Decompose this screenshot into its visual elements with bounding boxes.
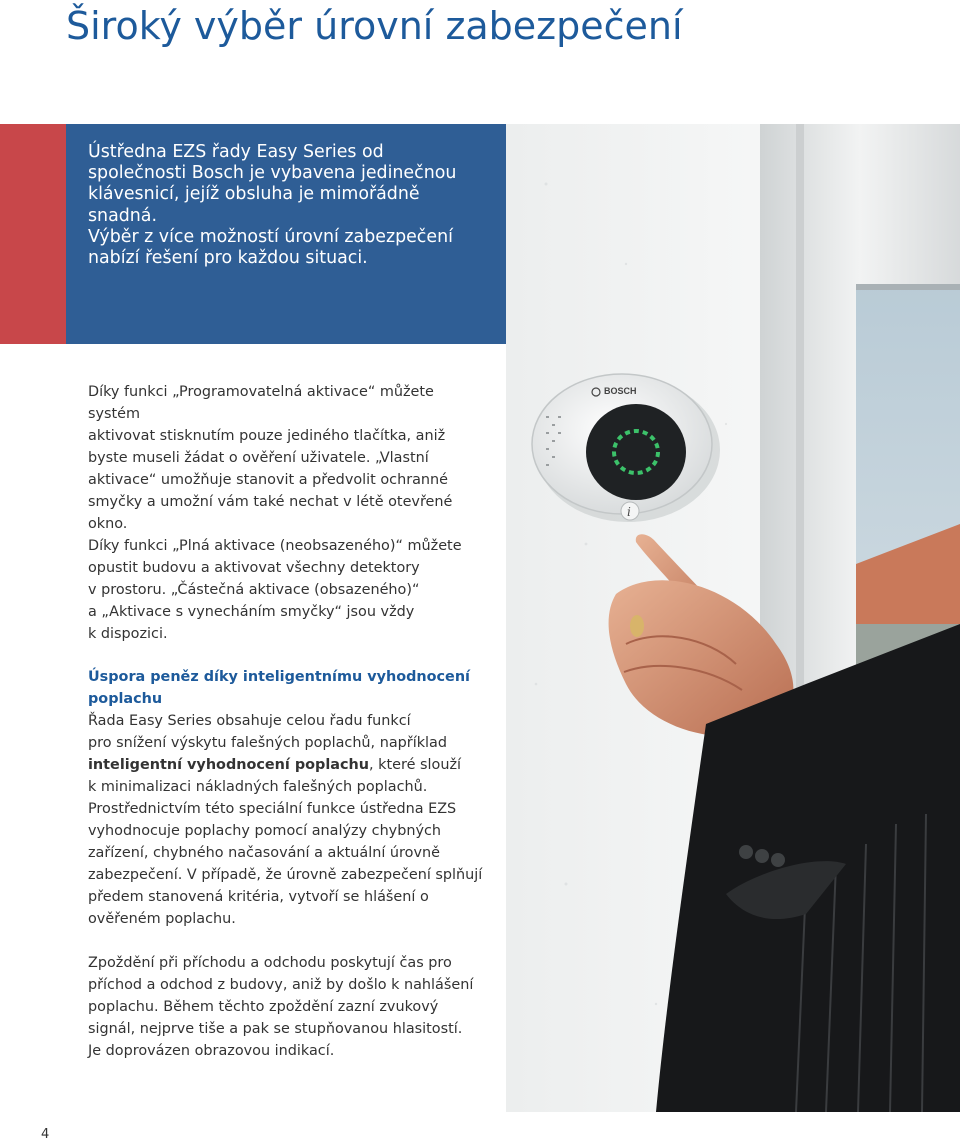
text-line: v prostoru. „Částečná aktivace (obsazeného)“ — [88, 582, 420, 598]
text-line: Zpoždění při příchodu a odchodu poskytují čas pro — [88, 955, 452, 971]
text-line: a „Aktivace s vynecháním smyčky“ jsou vždy — [88, 604, 415, 620]
text-line: , které slouží — [369, 757, 461, 773]
section-heading-line: Úspora peněz díky inteligentnímu vyhodnocení — [88, 669, 470, 685]
text-line: Díky funkci „Programovatelná aktivace“ můžete systém — [88, 384, 434, 422]
text-line: vyhodnocuje poplachy pomocí analýzy chybných — [88, 823, 442, 839]
page-title: Široký výběr úrovní zabezpečení — [66, 4, 683, 48]
intro-line: Ústředna EZS řady Easy Series od — [88, 142, 384, 162]
text-line: byste museli žádat o ověření uživatele. „Vlastní — [88, 450, 429, 466]
text-line: Prostřednictvím této speciální funkce ústředna EZS — [88, 801, 457, 817]
intro-line: Výběr z více možností úrovní zabezpečení — [88, 226, 453, 247]
intro-line: společnosti Bosch je vybavena jedinečnou — [88, 163, 457, 184]
info-icon: i — [627, 505, 631, 519]
text-line: Díky funkci „Plná aktivace (neobsazeného)“ můžete — [88, 538, 462, 554]
intro-line: snadná. — [88, 205, 157, 226]
page-number: 4 — [41, 1127, 50, 1142]
text-line: předem stanovená kritéria, vytvoří se hlášení o — [88, 889, 429, 905]
intro-line: klávesnicí, jejíž obsluha je mimořádně — [88, 184, 420, 205]
text-line: signál, nejprve tiše a pak se stupňovanou hlasitostí. — [88, 1021, 463, 1037]
text-line: ověřeném poplachu. — [88, 911, 236, 927]
paragraph-entry-exit-delay — [88, 952, 488, 1062]
text-line: zabezpečení. V případě, že úrovně zabezpečení splňují — [88, 867, 483, 883]
text-line: Řada Easy Series obsahuje celou řadu funkcí — [88, 713, 411, 729]
text-line: pro snížení výskytu falešných poplachů, například — [88, 735, 447, 751]
section-heading — [88, 666, 488, 710]
intro-text — [88, 142, 488, 269]
emphasis-text: inteligentní vyhodnocení poplachu — [88, 757, 370, 773]
text-line: Je doprovázen obrazovou indikací. — [88, 1043, 335, 1059]
accent-bar-red — [0, 124, 66, 344]
text-line: k minimalizaci nákladných falešných poplachů. — [88, 779, 428, 795]
text-line: aktivovat stisknutím pouze jediného tlačítka, aniž — [88, 428, 446, 444]
text-line: opustit budovu a aktivovat všechny detektory — [88, 560, 420, 576]
text-line: aktivace“ umožňuje stanovit a předvolit ochranné — [88, 472, 449, 488]
paragraph-full-arming — [88, 535, 488, 645]
paragraph-programmable-arming — [88, 381, 488, 535]
intro-line: nabízí řešení pro každou situaci. — [88, 248, 368, 269]
text-line: zařízení, chybného načasování a aktuální úrovně — [88, 845, 440, 861]
text-line: příchod a odchod z budovy, aniž by došlo k nahlášení — [88, 977, 474, 993]
text-line: k dispozici. — [88, 626, 168, 642]
product-photo — [506, 124, 960, 1112]
device-brand-label: BOSCH — [604, 386, 637, 396]
paragraph-alarm-verification — [88, 666, 488, 930]
section-heading-line: poplachu — [88, 691, 163, 707]
text-line: okno. — [88, 516, 128, 532]
text-line: smyčky a umožní vám také nechat v létě otevřené — [88, 494, 453, 510]
text-line: poplachu. Během těchto zpoždění zazní zvukový — [88, 999, 439, 1015]
